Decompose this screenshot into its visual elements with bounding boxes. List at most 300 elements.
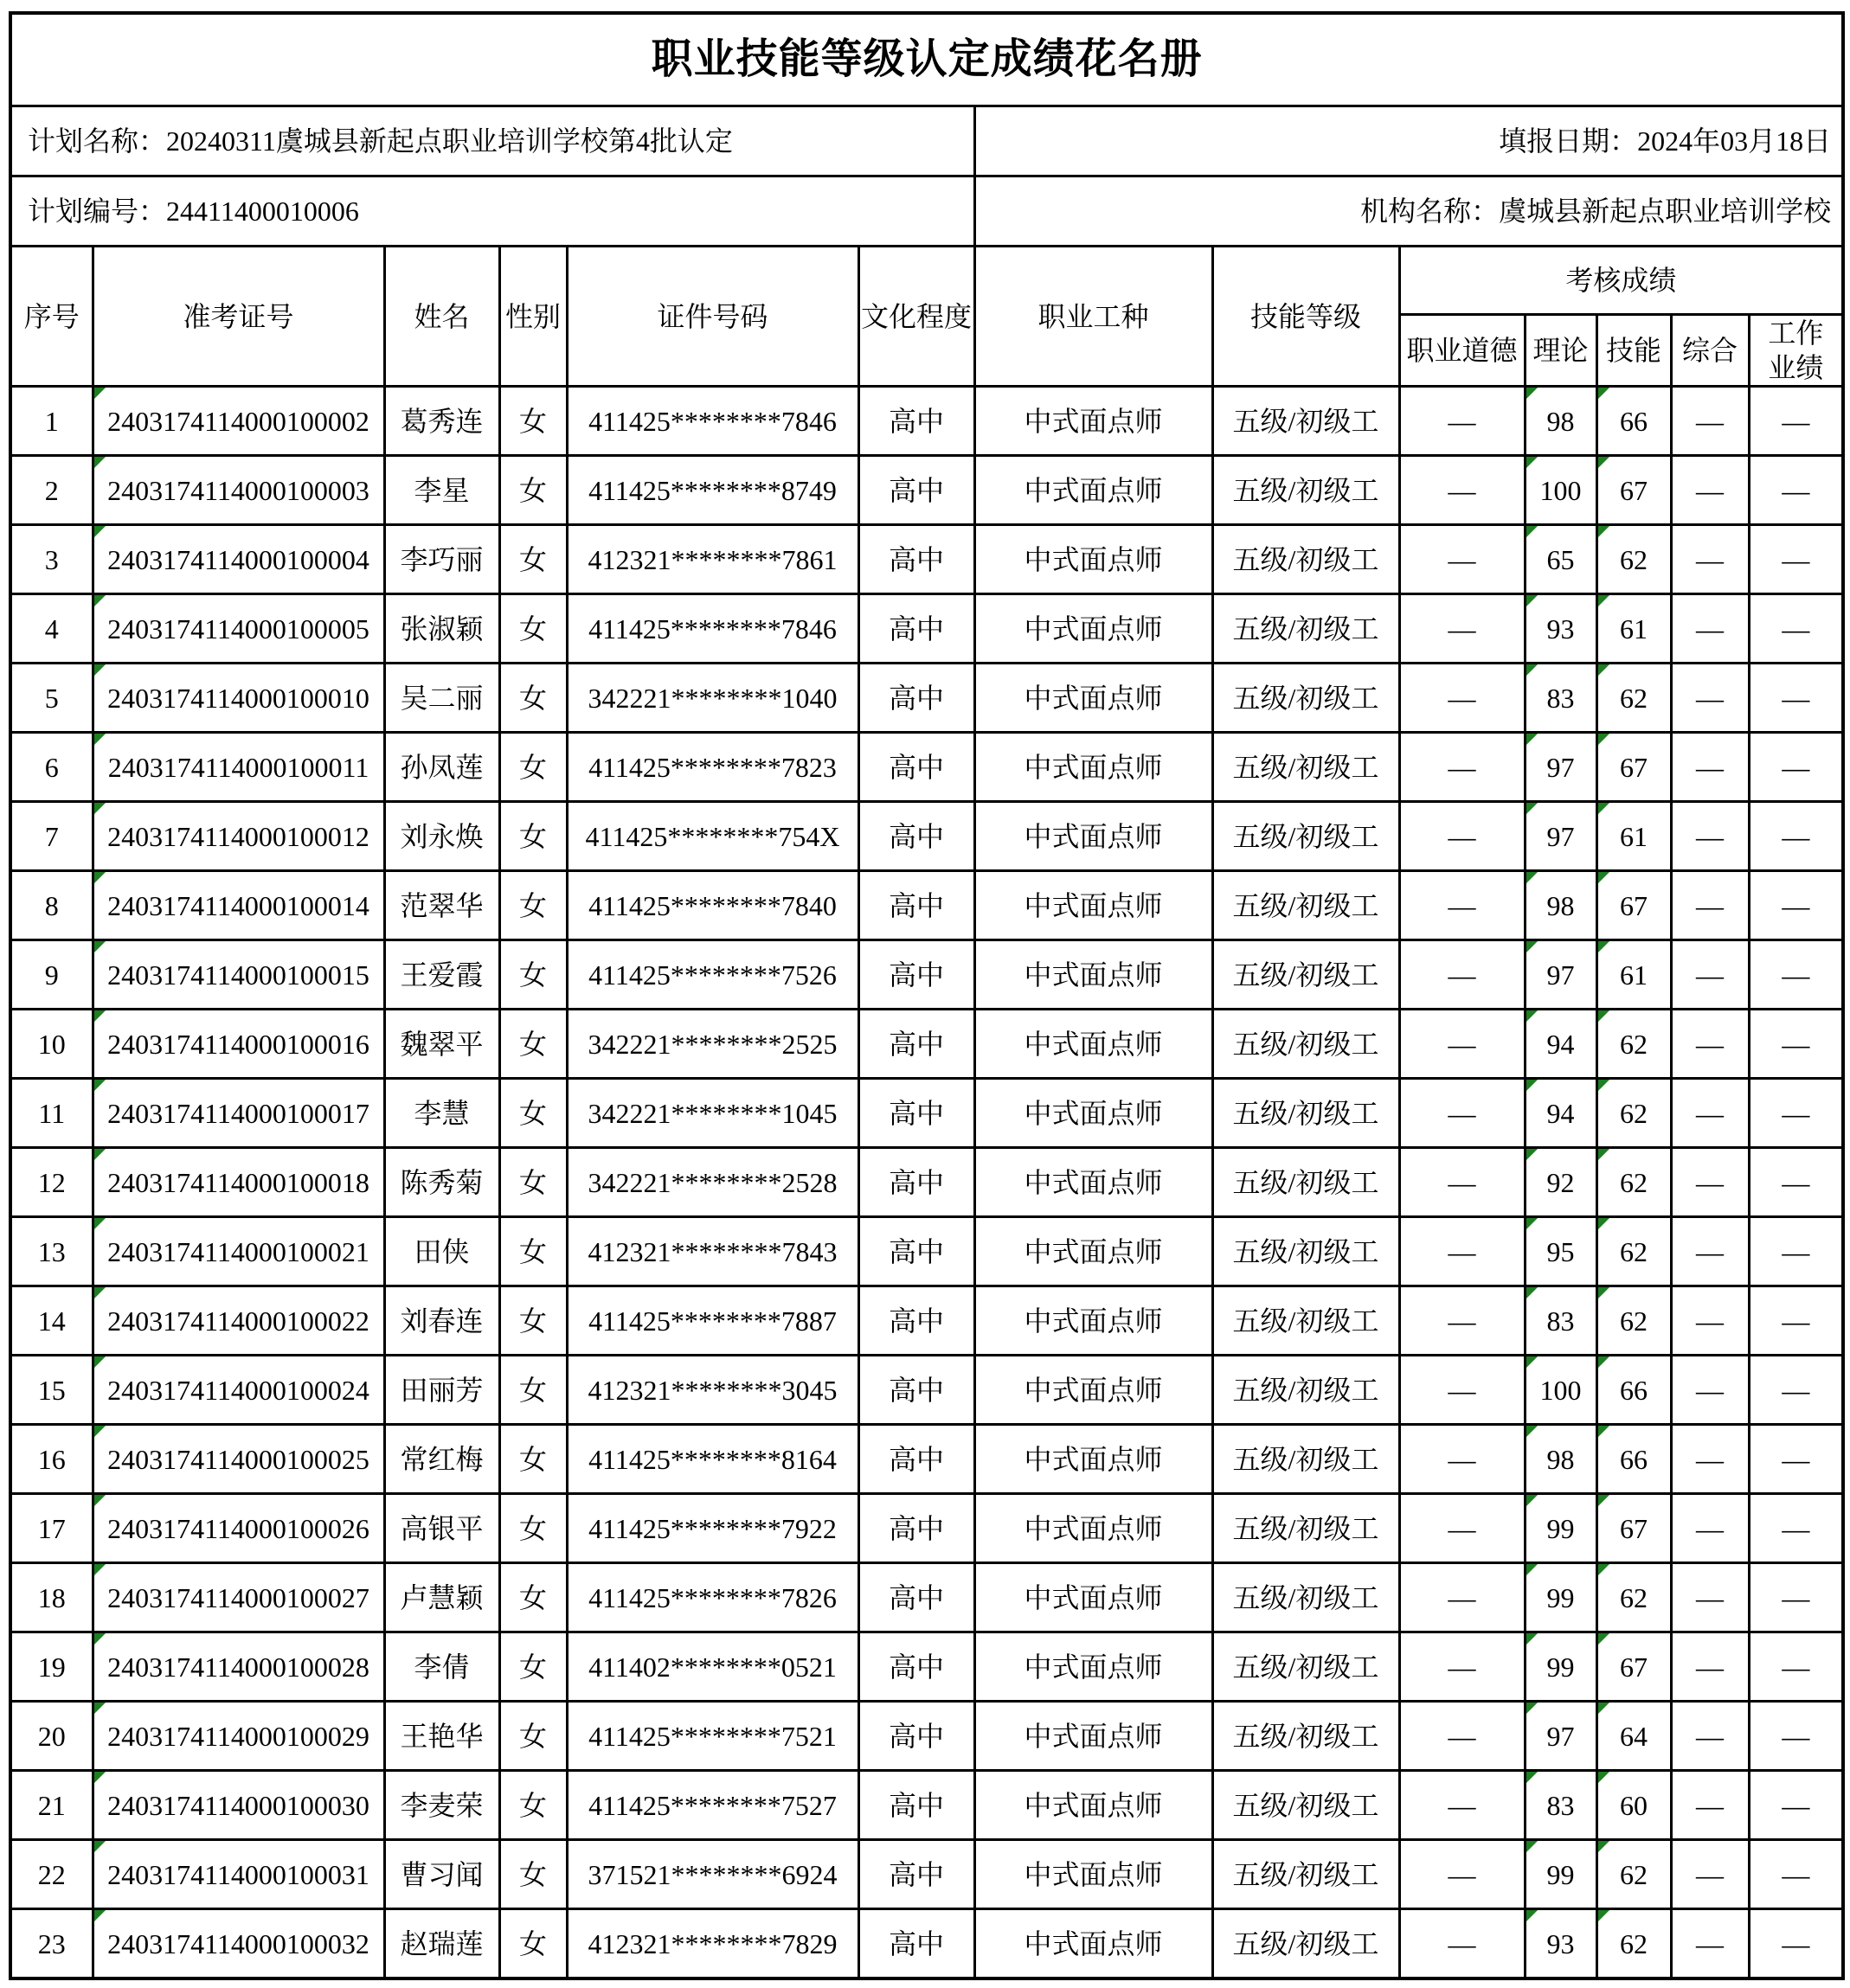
ethics-score-cell: —: [1399, 1632, 1525, 1702]
skill-level-cell: 五级/初级工: [1212, 1702, 1399, 1771]
theory-score-cell: 93: [1525, 594, 1596, 664]
occupation-cell: 中式面点师: [974, 525, 1212, 594]
col-header-name: 姓名: [384, 247, 499, 387]
col-header-seq: 序号: [10, 247, 93, 387]
skill-score-cell: 61: [1596, 802, 1671, 871]
education-cell: 高中: [858, 940, 974, 1010]
gender-cell: 女: [499, 1771, 567, 1840]
seq-cell: 18: [10, 1563, 93, 1632]
education-cell: 高中: [858, 1771, 974, 1840]
exam-id-cell: 2403174114000100025: [93, 1425, 384, 1494]
occupation-cell: 中式面点师: [974, 664, 1212, 733]
table-row: [10, 1010, 1843, 1079]
gender-cell: 女: [499, 940, 567, 1010]
ethics-score-cell: —: [1399, 871, 1525, 940]
gender-cell: 女: [499, 456, 567, 525]
table-row: [10, 802, 1843, 871]
gender-cell: 女: [499, 387, 567, 456]
work-performance-score-cell: —: [1749, 802, 1843, 871]
table-row: [10, 1840, 1843, 1909]
gender-cell: 女: [499, 525, 567, 594]
theory-score-cell: 83: [1525, 1771, 1596, 1840]
document-title: 职业技能等级认定成绩花名册: [10, 13, 1843, 106]
seq-cell: 10: [10, 1010, 93, 1079]
id-number-cell: 411425********7887: [567, 1286, 858, 1356]
id-number-cell: 412321********7843: [567, 1217, 858, 1286]
skill-score-cell: 62: [1596, 664, 1671, 733]
seq-cell: 2: [10, 456, 93, 525]
plan-name: 计划名称：20240311虞城县新起点职业培训学校第4批认定: [10, 106, 974, 176]
exam-id-cell: 2403174114000100026: [93, 1494, 384, 1563]
skill-level-cell: 五级/初级工: [1212, 940, 1399, 1010]
seq-cell: 23: [10, 1909, 93, 1979]
theory-score-cell: 99: [1525, 1494, 1596, 1563]
work-performance-score-cell: —: [1749, 1425, 1843, 1494]
id-number-cell: 342221********2528: [567, 1148, 858, 1217]
col-header-id-number: 证件号码: [567, 247, 858, 387]
comprehensive-score-cell: —: [1671, 1148, 1749, 1217]
table-row: [10, 456, 1843, 525]
education-cell: 高中: [858, 1702, 974, 1771]
table-row: [10, 387, 1843, 456]
name-cell: 李倩: [384, 1632, 499, 1702]
roster-table: [9, 11, 1845, 1980]
education-cell: 高中: [858, 1909, 974, 1979]
theory-score-cell: 99: [1525, 1632, 1596, 1702]
education-cell: 高中: [858, 1010, 974, 1079]
skill-level-cell: 五级/初级工: [1212, 871, 1399, 940]
work-performance-score-cell: —: [1749, 1079, 1843, 1148]
gender-cell: 女: [499, 1494, 567, 1563]
ethics-score-cell: —: [1399, 594, 1525, 664]
name-cell: 刘春连: [384, 1286, 499, 1356]
exam-id-cell: 2403174114000100002: [93, 387, 384, 456]
name-cell: 曹习闻: [384, 1840, 499, 1909]
info-row-1: [10, 106, 1843, 176]
table-row: [10, 733, 1843, 802]
education-cell: 高中: [858, 1356, 974, 1425]
table-body: [10, 387, 1843, 1979]
occupation-cell: 中式面点师: [974, 1010, 1212, 1079]
header-row-main: [10, 247, 1843, 315]
skill-score-cell: 62: [1596, 525, 1671, 594]
comprehensive-score-cell: —: [1671, 525, 1749, 594]
exam-id-cell: 2403174114000100031: [93, 1840, 384, 1909]
work-performance-score-cell: —: [1749, 1010, 1843, 1079]
exam-id-cell: 2403174114000100012: [93, 802, 384, 871]
name-cell: 王艳华: [384, 1702, 499, 1771]
work-performance-score-cell: —: [1749, 1286, 1843, 1356]
id-number-cell: 411425********7922: [567, 1494, 858, 1563]
gender-cell: 女: [499, 802, 567, 871]
theory-score-cell: 98: [1525, 387, 1596, 456]
name-cell: 魏翠平: [384, 1010, 499, 1079]
gender-cell: 女: [499, 1217, 567, 1286]
theory-score-cell: 99: [1525, 1563, 1596, 1632]
roster-sheet: [9, 11, 1845, 1980]
exam-id-cell: 2403174114000100024: [93, 1356, 384, 1425]
skill-level-cell: 五级/初级工: [1212, 664, 1399, 733]
skill-level-cell: 五级/初级工: [1212, 1148, 1399, 1217]
skill-score-cell: 61: [1596, 594, 1671, 664]
name-cell: 高银平: [384, 1494, 499, 1563]
name-cell: 田侠: [384, 1217, 499, 1286]
skill-level-cell: 五级/初级工: [1212, 1010, 1399, 1079]
ethics-score-cell: —: [1399, 1148, 1525, 1217]
ethics-score-cell: —: [1399, 1702, 1525, 1771]
seq-cell: 16: [10, 1425, 93, 1494]
skill-score-cell: 66: [1596, 387, 1671, 456]
occupation-cell: 中式面点师: [974, 1079, 1212, 1148]
work-performance-score-cell: —: [1749, 1771, 1843, 1840]
comprehensive-score-cell: —: [1671, 1286, 1749, 1356]
skill-score-cell: 60: [1596, 1771, 1671, 1840]
col-header-ethics: 职业道德: [1399, 315, 1525, 387]
skill-score-cell: 62: [1596, 1840, 1671, 1909]
seq-cell: 8: [10, 871, 93, 940]
id-number-cell: 411425********7840: [567, 871, 858, 940]
theory-score-cell: 93: [1525, 1909, 1596, 1979]
occupation-cell: 中式面点师: [974, 1563, 1212, 1632]
plan-code: 计划编号：24411400010006: [10, 176, 974, 247]
skill-level-cell: 五级/初级工: [1212, 1286, 1399, 1356]
skill-score-cell: 62: [1596, 1010, 1671, 1079]
gender-cell: 女: [499, 1632, 567, 1702]
gender-cell: 女: [499, 1079, 567, 1148]
education-cell: 高中: [858, 1840, 974, 1909]
skill-level-cell: 五级/初级工: [1212, 1563, 1399, 1632]
skill-level-cell: 五级/初级工: [1212, 456, 1399, 525]
occupation-cell: 中式面点师: [974, 456, 1212, 525]
skill-score-cell: 66: [1596, 1356, 1671, 1425]
work-performance-score-cell: —: [1749, 733, 1843, 802]
work-performance-score-cell: —: [1749, 871, 1843, 940]
id-number-cell: 411425********7826: [567, 1563, 858, 1632]
occupation-cell: 中式面点师: [974, 594, 1212, 664]
gender-cell: 女: [499, 1286, 567, 1356]
seq-cell: 13: [10, 1217, 93, 1286]
skill-score-cell: 62: [1596, 1286, 1671, 1356]
id-number-cell: 412321********7829: [567, 1909, 858, 1979]
name-cell: 张淑颖: [384, 594, 499, 664]
skill-score-cell: 67: [1596, 1494, 1671, 1563]
exam-id-cell: 2403174114000100014: [93, 871, 384, 940]
skill-score-cell: 62: [1596, 1148, 1671, 1217]
skill-level-cell: 五级/初级工: [1212, 1632, 1399, 1702]
seq-cell: 1: [10, 387, 93, 456]
skill-level-cell: 五级/初级工: [1212, 1356, 1399, 1425]
occupation-cell: 中式面点师: [974, 871, 1212, 940]
comprehensive-score-cell: —: [1671, 387, 1749, 456]
comprehensive-score-cell: —: [1671, 1356, 1749, 1425]
education-cell: 高中: [858, 802, 974, 871]
comprehensive-score-cell: —: [1671, 1909, 1749, 1979]
work-performance-score-cell: —: [1749, 1632, 1843, 1702]
name-cell: 田丽芳: [384, 1356, 499, 1425]
theory-score-cell: 100: [1525, 1356, 1596, 1425]
education-cell: 高中: [858, 1286, 974, 1356]
col-header-skill-level: 技能等级: [1212, 247, 1399, 387]
ethics-score-cell: —: [1399, 1217, 1525, 1286]
skill-score-cell: 62: [1596, 1563, 1671, 1632]
skill-score-cell: 67: [1596, 1632, 1671, 1702]
col-header-comprehensive: 综合: [1671, 315, 1749, 387]
col-header-gender: 性别: [499, 247, 567, 387]
col-header-education: 文化程度: [858, 247, 974, 387]
id-number-cell: 411425********8164: [567, 1425, 858, 1494]
exam-id-cell: 2403174114000100029: [93, 1702, 384, 1771]
occupation-cell: 中式面点师: [974, 387, 1212, 456]
ethics-score-cell: —: [1399, 1840, 1525, 1909]
ethics-score-cell: —: [1399, 1771, 1525, 1840]
work-performance-score-cell: —: [1749, 1702, 1843, 1771]
col-header-theory: 理论: [1525, 315, 1596, 387]
skill-level-cell: 五级/初级工: [1212, 802, 1399, 871]
work-performance-score-cell: —: [1749, 1494, 1843, 1563]
occupation-cell: 中式面点师: [974, 1909, 1212, 1979]
work-performance-score-cell: —: [1749, 456, 1843, 525]
skill-score-cell: 62: [1596, 1217, 1671, 1286]
id-number-cell: 411425********8749: [567, 456, 858, 525]
education-cell: 高中: [858, 664, 974, 733]
education-cell: 高中: [858, 456, 974, 525]
education-cell: 高中: [858, 1217, 974, 1286]
gender-cell: 女: [499, 1148, 567, 1217]
work-performance-score-cell: —: [1749, 1563, 1843, 1632]
name-cell: 范翠华: [384, 871, 499, 940]
ethics-score-cell: —: [1399, 1494, 1525, 1563]
col-header-score-group: 考核成绩: [1399, 247, 1843, 315]
theory-score-cell: 98: [1525, 1425, 1596, 1494]
gender-cell: 女: [499, 1425, 567, 1494]
gender-cell: 女: [499, 1909, 567, 1979]
ethics-score-cell: —: [1399, 940, 1525, 1010]
comprehensive-score-cell: —: [1671, 1702, 1749, 1771]
education-cell: 高中: [858, 1425, 974, 1494]
comprehensive-score-cell: —: [1671, 1563, 1749, 1632]
theory-score-cell: 83: [1525, 1286, 1596, 1356]
id-number-cell: 411425********7846: [567, 387, 858, 456]
education-cell: 高中: [858, 1148, 974, 1217]
work-performance-score-cell: —: [1749, 940, 1843, 1010]
ethics-score-cell: —: [1399, 733, 1525, 802]
id-number-cell: 371521********6924: [567, 1840, 858, 1909]
theory-score-cell: 100: [1525, 456, 1596, 525]
gender-cell: 女: [499, 1010, 567, 1079]
id-number-cell: 412321********3045: [567, 1356, 858, 1425]
skill-level-cell: 五级/初级工: [1212, 1494, 1399, 1563]
theory-score-cell: 97: [1525, 1702, 1596, 1771]
comprehensive-score-cell: —: [1671, 664, 1749, 733]
skill-score-cell: 67: [1596, 456, 1671, 525]
theory-score-cell: 92: [1525, 1148, 1596, 1217]
comprehensive-score-cell: —: [1671, 1494, 1749, 1563]
id-number-cell: 342221********2525: [567, 1010, 858, 1079]
occupation-cell: 中式面点师: [974, 1840, 1212, 1909]
occupation-cell: 中式面点师: [974, 1632, 1212, 1702]
education-cell: 高中: [858, 1494, 974, 1563]
exam-id-cell: 2403174114000100004: [93, 525, 384, 594]
education-cell: 高中: [858, 387, 974, 456]
theory-score-cell: 99: [1525, 1840, 1596, 1909]
occupation-cell: 中式面点师: [974, 1356, 1212, 1425]
comprehensive-score-cell: —: [1671, 1079, 1749, 1148]
education-cell: 高中: [858, 594, 974, 664]
work-performance-score-cell: —: [1749, 1356, 1843, 1425]
table-row: [10, 1079, 1843, 1148]
table-row: [10, 1217, 1843, 1286]
name-cell: 李星: [384, 456, 499, 525]
ethics-score-cell: —: [1399, 1563, 1525, 1632]
skill-score-cell: 66: [1596, 1425, 1671, 1494]
id-number-cell: 411425********7526: [567, 940, 858, 1010]
ethics-score-cell: —: [1399, 387, 1525, 456]
education-cell: 高中: [858, 1079, 974, 1148]
org-name: 机构名称：虞城县新起点职业培训学校: [974, 176, 1843, 247]
name-cell: 陈秀菊: [384, 1148, 499, 1217]
exam-id-cell: 2403174114000100028: [93, 1632, 384, 1702]
occupation-cell: 中式面点师: [974, 1217, 1212, 1286]
table-row: [10, 1494, 1843, 1563]
exam-id-cell: 2403174114000100022: [93, 1286, 384, 1356]
seq-cell: 19: [10, 1632, 93, 1702]
name-cell: 吴二丽: [384, 664, 499, 733]
theory-score-cell: 65: [1525, 525, 1596, 594]
theory-score-cell: 97: [1525, 733, 1596, 802]
work-performance-score-cell: —: [1749, 1909, 1843, 1979]
skill-level-cell: 五级/初级工: [1212, 1771, 1399, 1840]
occupation-cell: 中式面点师: [974, 940, 1212, 1010]
seq-cell: 21: [10, 1771, 93, 1840]
exam-id-cell: 2403174114000100003: [93, 456, 384, 525]
comprehensive-score-cell: —: [1671, 1632, 1749, 1702]
table-row: [10, 1702, 1843, 1771]
gender-cell: 女: [499, 733, 567, 802]
ethics-score-cell: —: [1399, 1425, 1525, 1494]
ethics-score-cell: —: [1399, 525, 1525, 594]
seq-cell: 5: [10, 664, 93, 733]
theory-score-cell: 97: [1525, 940, 1596, 1010]
exam-id-cell: 2403174114000100010: [93, 664, 384, 733]
name-cell: 孙凤莲: [384, 733, 499, 802]
ethics-score-cell: —: [1399, 1356, 1525, 1425]
occupation-cell: 中式面点师: [974, 1286, 1212, 1356]
id-number-cell: 342221********1040: [567, 664, 858, 733]
gender-cell: 女: [499, 871, 567, 940]
id-number-cell: 412321********7861: [567, 525, 858, 594]
comprehensive-score-cell: —: [1671, 733, 1749, 802]
col-header-work-performance: 工作业绩: [1749, 315, 1843, 387]
name-cell: 王爱霞: [384, 940, 499, 1010]
gender-cell: 女: [499, 1356, 567, 1425]
exam-id-cell: 2403174114000100030: [93, 1771, 384, 1840]
seq-cell: 17: [10, 1494, 93, 1563]
name-cell: 李麦荣: [384, 1771, 499, 1840]
comprehensive-score-cell: —: [1671, 1771, 1749, 1840]
name-cell: 李巧丽: [384, 525, 499, 594]
exam-id-cell: 2403174114000100011: [93, 733, 384, 802]
gender-cell: 女: [499, 1563, 567, 1632]
work-performance-score-cell: —: [1749, 387, 1843, 456]
name-cell: 卢慧颖: [384, 1563, 499, 1632]
ethics-score-cell: —: [1399, 1010, 1525, 1079]
ethics-score-cell: —: [1399, 456, 1525, 525]
education-cell: 高中: [858, 525, 974, 594]
table-row: [10, 664, 1843, 733]
exam-id-cell: 2403174114000100005: [93, 594, 384, 664]
col-header-skill: 技能: [1596, 315, 1671, 387]
skill-level-cell: 五级/初级工: [1212, 1425, 1399, 1494]
table-row: [10, 1356, 1843, 1425]
table-row: [10, 1286, 1843, 1356]
seq-cell: 14: [10, 1286, 93, 1356]
skill-level-cell: 五级/初级工: [1212, 387, 1399, 456]
name-cell: 刘永焕: [384, 802, 499, 871]
work-performance-score-cell: —: [1749, 1217, 1843, 1286]
table-row: [10, 594, 1843, 664]
skill-score-cell: 61: [1596, 940, 1671, 1010]
occupation-cell: 中式面点师: [974, 1425, 1212, 1494]
table-row: [10, 940, 1843, 1010]
info-row-2: [10, 176, 1843, 247]
skill-score-cell: 67: [1596, 733, 1671, 802]
table-row: [10, 1425, 1843, 1494]
skill-score-cell: 62: [1596, 1909, 1671, 1979]
comprehensive-score-cell: —: [1671, 1217, 1749, 1286]
occupation-cell: 中式面点师: [974, 1702, 1212, 1771]
work-performance-score-cell: —: [1749, 525, 1843, 594]
report-date: 填报日期：2024年03月18日: [974, 106, 1843, 176]
theory-score-cell: 95: [1525, 1217, 1596, 1286]
comprehensive-score-cell: —: [1671, 940, 1749, 1010]
skill-level-cell: 五级/初级工: [1212, 594, 1399, 664]
theory-score-cell: 94: [1525, 1010, 1596, 1079]
name-cell: 赵瑞莲: [384, 1909, 499, 1979]
education-cell: 高中: [858, 871, 974, 940]
skill-level-cell: 五级/初级工: [1212, 1079, 1399, 1148]
seq-cell: 7: [10, 802, 93, 871]
exam-id-cell: 2403174114000100016: [93, 1010, 384, 1079]
col-header-exam-id: 准考证号: [93, 247, 384, 387]
skill-level-cell: 五级/初级工: [1212, 1909, 1399, 1979]
name-cell: 李慧: [384, 1079, 499, 1148]
comprehensive-score-cell: —: [1671, 1425, 1749, 1494]
education-cell: 高中: [858, 1632, 974, 1702]
occupation-cell: 中式面点师: [974, 802, 1212, 871]
gender-cell: 女: [499, 594, 567, 664]
ethics-score-cell: —: [1399, 1286, 1525, 1356]
col-header-occupation: 职业工种: [974, 247, 1212, 387]
id-number-cell: 411425********754X: [567, 802, 858, 871]
occupation-cell: 中式面点师: [974, 1771, 1212, 1840]
table-row: [10, 1909, 1843, 1979]
theory-score-cell: 83: [1525, 664, 1596, 733]
occupation-cell: 中式面点师: [974, 1148, 1212, 1217]
skill-score-cell: 62: [1596, 1079, 1671, 1148]
skill-level-cell: 五级/初级工: [1212, 1840, 1399, 1909]
comprehensive-score-cell: —: [1671, 802, 1749, 871]
seq-cell: 22: [10, 1840, 93, 1909]
table-row: [10, 871, 1843, 940]
table-row: [10, 525, 1843, 594]
theory-score-cell: 94: [1525, 1079, 1596, 1148]
seq-cell: 11: [10, 1079, 93, 1148]
seq-cell: 6: [10, 733, 93, 802]
exam-id-cell: 2403174114000100017: [93, 1079, 384, 1148]
ethics-score-cell: —: [1399, 1079, 1525, 1148]
table-row: [10, 1632, 1843, 1702]
skill-level-cell: 五级/初级工: [1212, 1217, 1399, 1286]
